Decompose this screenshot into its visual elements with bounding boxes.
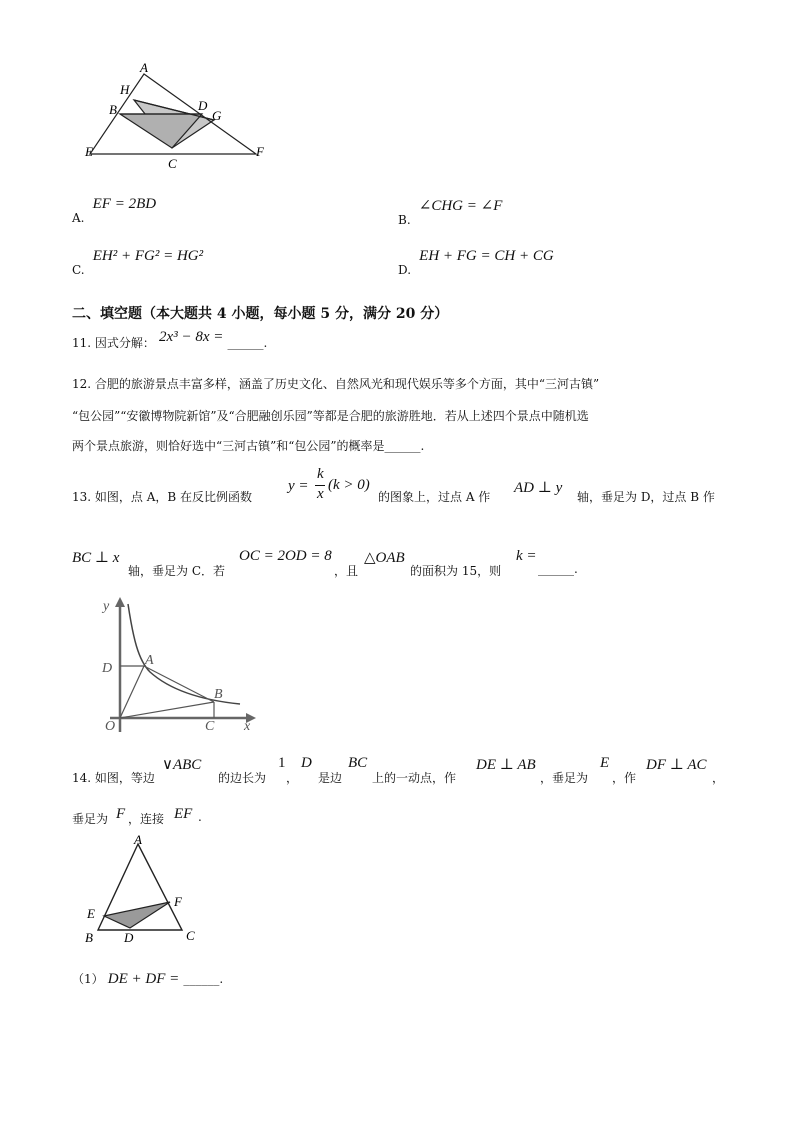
q13-mid: 的图象上，过点 A 作 [378, 490, 491, 504]
option-d-expr: EH + FG = CH + CG [419, 248, 554, 264]
question-14-1 [72, 970, 223, 988]
q12-line-2: “包公园”“安徽博物院新馆”及“合肥融创乐园”等都是合肥的旅游胜地．若从上述四个景点中随机选 [72, 409, 589, 423]
label-E: E [87, 906, 95, 921]
figure-2-inverse-function-graph [90, 592, 260, 740]
q14-side: 的边长为 [218, 771, 267, 785]
label-G: G [212, 108, 222, 123]
q14-1-blank: ______. [183, 972, 224, 986]
q11-expr: 2x³ − 8x = [159, 329, 224, 345]
q14-perp-2: DF ⊥ AC [646, 757, 707, 773]
q13-prefix: 13. 如图，点 A，B 在反比例函数 [72, 490, 253, 504]
label-C: C [205, 719, 215, 734]
q14-triangle: ∨ABC [162, 757, 202, 773]
q13-k-expr: k = [516, 548, 537, 564]
q13-perp-2: BC ⊥ x [72, 550, 120, 566]
label-D: D [102, 661, 113, 676]
label-x: x [244, 719, 251, 734]
section-title: 二、填空题（本大题共 4 小题，每小题 5 分，满分 20 分） [72, 306, 449, 322]
q14-comma-1: ， [286, 771, 299, 785]
label-D: D [124, 930, 134, 945]
q12-line-3: 两个景点旅游，则恰好选中“三河古镇”和“包公园”的概率是______. [72, 439, 425, 453]
q14-D: D [301, 755, 312, 771]
q14-foot-1: ，垂足为 [540, 771, 589, 785]
option-d [398, 248, 554, 277]
option-a-label: A. [72, 211, 85, 225]
q13-triangle: △OAB [364, 550, 405, 566]
q14-moving: 上的一动点，作 [372, 771, 457, 785]
q13-blank: ______. [538, 562, 578, 576]
option-c [72, 248, 204, 277]
q14-make: ，作 [612, 771, 637, 785]
label-F: F [256, 144, 264, 159]
option-b [398, 196, 503, 227]
label-F: F [174, 894, 182, 909]
q14-F: F [116, 806, 126, 822]
q13-condition: OC = 2OD = 8 [239, 548, 332, 564]
label-A: A [145, 653, 154, 668]
q14-on: 是边 [318, 771, 343, 785]
figure-3-equilateral-triangle [82, 832, 212, 948]
segment-OB [120, 702, 214, 718]
q14-line2-b: ，连接 [128, 812, 165, 826]
q14-1-expr: DE + DF = [107, 971, 180, 987]
label-D: D [198, 98, 208, 113]
label-B: B [214, 687, 223, 702]
q14-line2-a: 垂足为 [72, 812, 109, 826]
q13-func-x: x [317, 486, 324, 502]
label-H: H [120, 82, 130, 97]
label-B: B [109, 102, 117, 117]
q13-suffix-1: 轴，垂足为 D，过点 B 作 [577, 490, 715, 504]
y-axis-arrow [115, 597, 125, 607]
q14-1-number: （1） [72, 972, 104, 986]
option-d-label: D. [398, 263, 412, 277]
q12-line-1: 12. 合肥的旅游景点丰富多样，涵盖了历史文化、自然风光和现代娱乐等多个方面，其中“三河古镇” [72, 377, 600, 391]
q14-prefix: 14. 如图，等边 [72, 771, 155, 785]
label-C: C [168, 156, 177, 170]
segment-OA [120, 666, 144, 718]
q14-perp-1: DE ⊥ AB [476, 757, 536, 773]
q11-number: 11. 因式分解： [72, 336, 155, 350]
q13-func-k: k [317, 466, 324, 482]
label-E: E [85, 144, 93, 159]
q14-one: 1 [278, 755, 286, 771]
option-a-expr: EF = 2BD [92, 196, 157, 212]
question-11 [72, 328, 268, 350]
q14-end: ， [712, 771, 725, 785]
option-a [72, 196, 157, 225]
option-c-expr: EH² + FG² = HG² [92, 248, 204, 264]
segment-AB [144, 666, 214, 702]
option-b-label: B. [398, 213, 411, 227]
figure-1-triangle-diagram [80, 60, 280, 170]
q11-blank: ______. [227, 336, 268, 350]
label-A: A [134, 832, 142, 847]
q14-line2-c: . [198, 810, 202, 824]
q13-suffix-2: 轴，垂足为 C．若 [128, 564, 225, 578]
label-C: C [186, 928, 195, 943]
q13-and: ，且 [334, 564, 359, 578]
q13-func-cond: (k > 0) [328, 477, 370, 493]
option-b-expr: ∠CHG = ∠F [418, 198, 503, 214]
q14-EF: EF [174, 806, 193, 822]
label-O: O [105, 719, 116, 734]
q13-func-y: y = [288, 478, 309, 494]
option-c-label: C. [72, 263, 85, 277]
label-y: y [103, 599, 110, 614]
label-B: B [85, 930, 93, 945]
label-A: A [140, 60, 148, 75]
q13-area: 的面积为 15，则 [410, 564, 502, 578]
q14-BC: BC [348, 755, 368, 771]
q14-E: E [600, 755, 610, 771]
q13-perp-1: AD ⊥ y [514, 480, 563, 496]
shaded-triangle-EDF [104, 902, 170, 928]
